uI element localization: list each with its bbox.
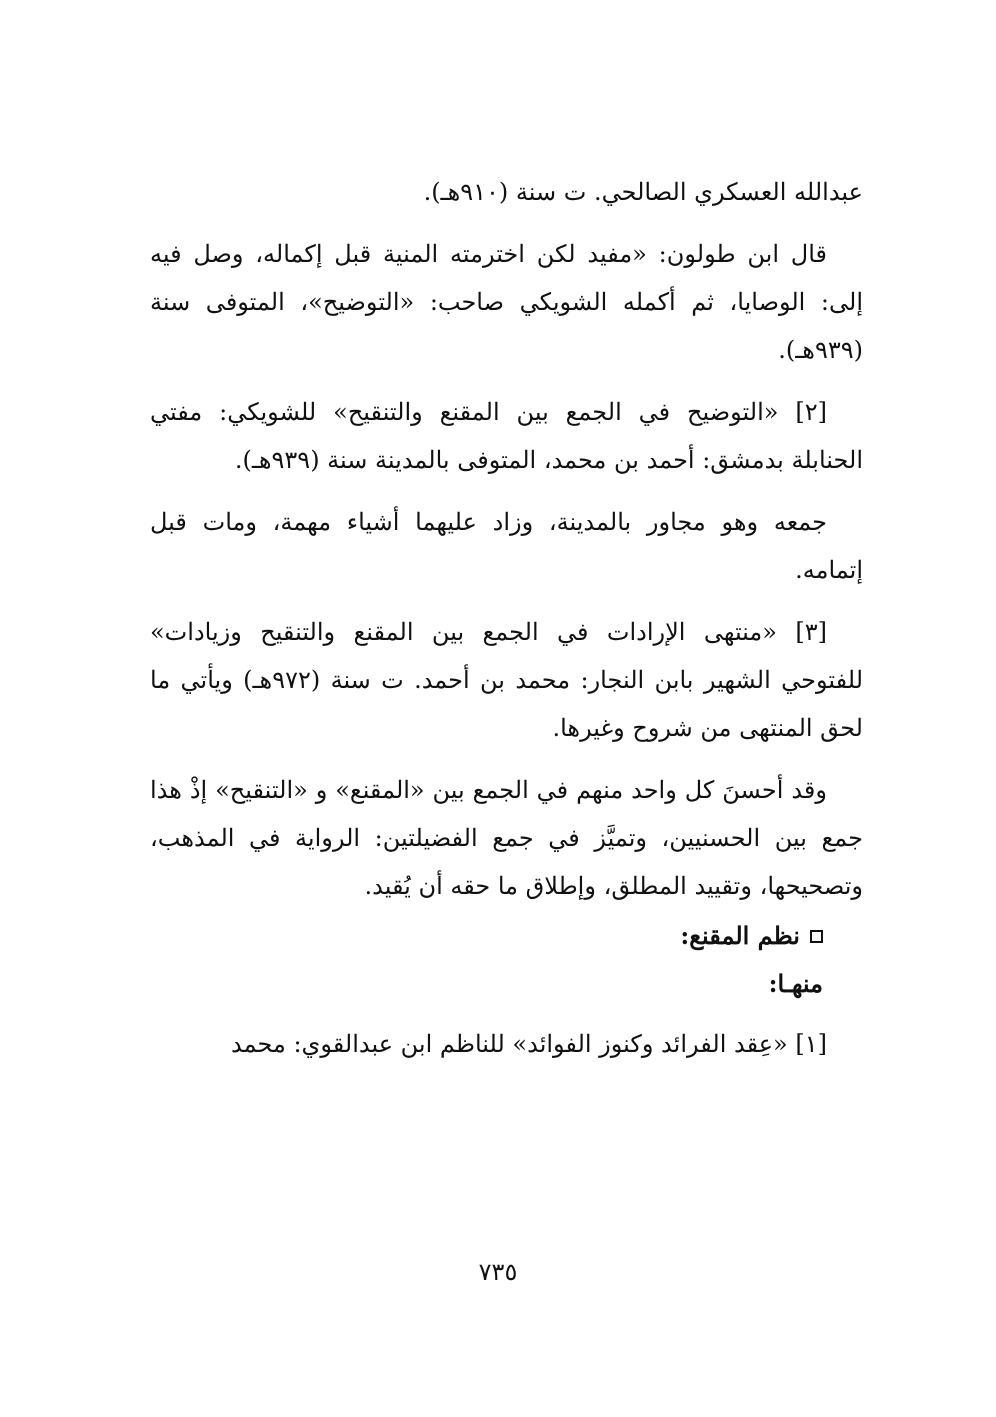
- paragraph-5: [٣] «منتهى الإرادات في الجمع بين المقنع والتنقيح وزيادات» للفتوحي الشهير بابن النجار: محمد بن أحمد. ت سنة (٩٧٢هـ) ويأتي ما لحق المنتهى من شروح وغيرها.: [150, 618, 863, 742]
- section-subheading: منهـا:: [768, 969, 823, 998]
- section-heading-text: نظم المقنع:: [680, 921, 800, 950]
- paragraph-6: وقد أحسنَ كل واحد منهم في الجمع بين «المقنع» و «التنقيح» إذْ هذا جمع بين الحسنيين، وتميَّز في جمع الفضيلتين: الرواية في المذهب، وتصحيحها، وتقييد المطلق، وإطلاق ما حقه أن يُقيد.: [150, 776, 863, 900]
- paragraph-4: جمعه وهو مجاور بالمدينة، وزاد عليهما أشياء مهمة، ومات قبل إتمامه.: [150, 508, 863, 584]
- body-text: [150, 168, 863, 1082]
- page-number: ٧٣٥: [478, 1258, 518, 1286]
- section-heading: [150, 912, 823, 960]
- paragraph-2: قال ابن طولون: «مفيد لكن اخترمته المنية قبل إكماله، وصل فيه إلى: الوصايا، ثم أكمله الشويكي صاحب: «التوضيح»، المتوفى سنة (٩٣٩هـ).: [150, 240, 863, 364]
- square-icon: [810, 930, 823, 943]
- paragraph-3: [٢] «التوضيح في الجمع بين المقنع والتنقيح» للشويكي: مفتي الحنابلة بدمشق: أحمد بن محمد، المتوفى بالمدينة سنة (٩٣٩هـ).: [150, 398, 863, 474]
- paragraph-7: [١] «عِقد الفرائد وكنوز الفوائد» للناظم ابن عبدالقوي: محمد: [231, 1030, 827, 1058]
- paragraph-1: عبدالله العسكري الصالحي. ت سنة (٩١٠هـ).: [423, 178, 863, 206]
